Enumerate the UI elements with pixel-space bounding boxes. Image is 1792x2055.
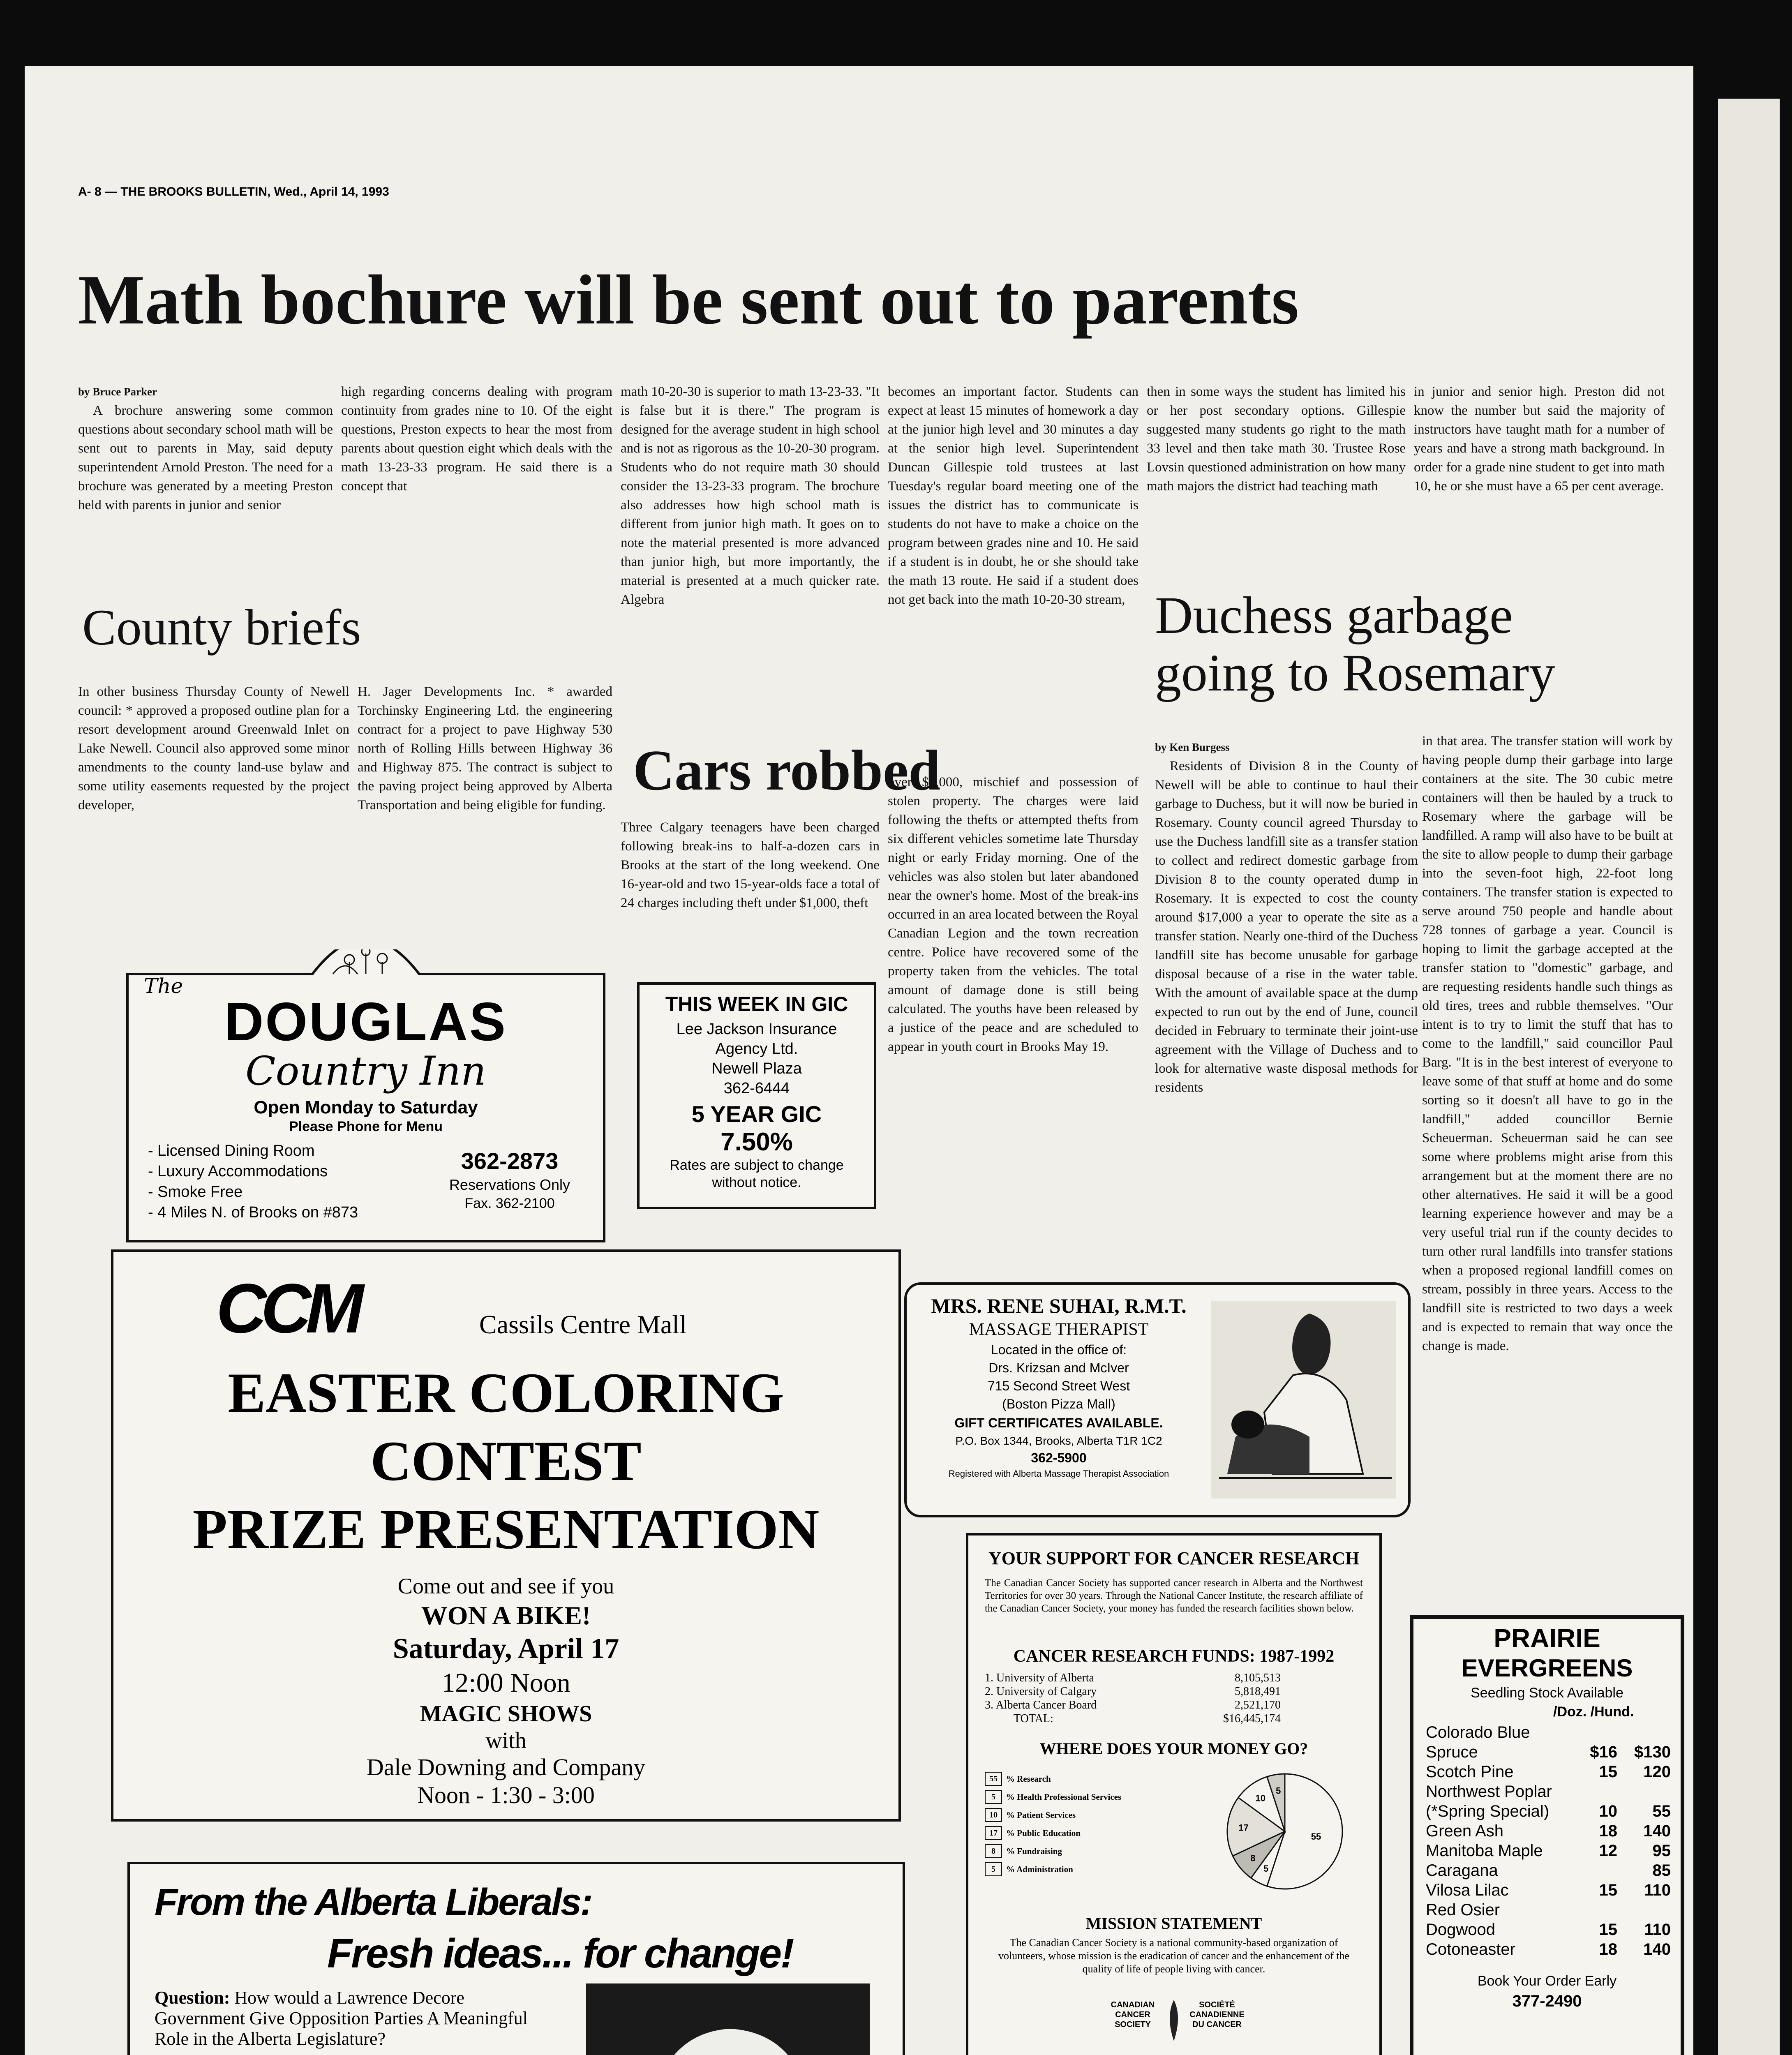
cars-col-1: Three Calgary teenagers have been charged following break-ins to half-a-dozen cars in Brooks at the start of the long weekend. One 16-year-old and two 15-year-olds face a total of 24 charges including theft under $1,000, theft [621,820,880,910]
easter-when: Noon - 1:30 - 3:00 [417,1782,595,1808]
gic-rate: 7.50% [720,1128,793,1156]
prairie-item-name: Green Ash [1426,1822,1504,1840]
prairie-item-hund: $130 [1634,1743,1671,1761]
douglas-contact [432,1147,588,1212]
easter-headline-line: CONTEST [370,1429,642,1492]
liberal-ad [127,1862,905,2055]
easter-win: WON A BIKE! [421,1601,591,1630]
duchess-col-2: in that area. The transfer station will work by having people dump their garbage into large containers at the site. The 30 cubic metre containers will then be hauled by a truck to Rosemary where the garbage will be landfilled. A ramp will also have to be built at the site to allow people to dump their garbage into the seven-foot high, 22-foot long containers. The transfer station is expected to serve around 750 people and handle about 728 tonnes of garbage a year. Council is hoping to limit the garbage accepted at the transfer station to "domestic" garbage, and are requesting residents handle such things as old tires, trees and rubble themselves. "Our intent is to try to limit the stuff that has to come to the landfill," said councillor Paul Barg. "It is in the best interest of everyone to leave some of that stuff at home and do some sorting so it doesn't all have to go in the landfill," added councillor Bernie Scheuerman. Scheuerman said he can see some where problems might arise from this arrangement but at the moment there are no other alternatives. He said it will be a good learning experience however and may be a very useful trial run if the county decides to turn other rural landfills into transfer stations when a proposed regional landfill comes on stream, possibly in three years. Access to the landfill site is restricted to two days a week and is expected to remain that way once the change is made. [1422,734,1673,1353]
douglas-reservations: Reservations Only [449,1176,570,1193]
gic-note-1: Rates are subject to change [670,1157,844,1173]
prairie-item-doz: 18 [1599,1940,1617,1958]
candidate-photo-icon [586,1983,870,2055]
legend-label: % Public Education [1006,1828,1081,1838]
cars-col-2: over $1,000, mischief and possession of stolen property. The charges were laid following the thefts or attempted thefts from six different vehicles sometime late Thursday night or early Friday morning. One of the vehicles was also stolen but later abandoned near the owner's home. Most of the break-ins occurred in an area located between the Royal Canadian Legion and the town recreation centre. Police have recovered some of the property taken from the vehicles. The total amount of damage done is still being calculated. The youths have been released by a justice of the peace and are scheduled to appear in youth court in Brooks May 19. [888,775,1138,1054]
prairie-book: Book Your Order Early [1477,1973,1617,1989]
cancer-title: YOUR SUPPORT FOR CANCER RESEARCH [988,1548,1360,1568]
legend-entry [985,1860,1207,1878]
cancer-funds-list [985,1671,1281,1725]
legend-label: % Fundraising [1006,1846,1062,1856]
prairie-item-name: Colorado Blue [1426,1723,1530,1741]
legend-label: % Health Professional Services [1006,1792,1122,1802]
prairie-item [1426,1900,1671,1920]
daffodil-icon [1162,1996,1186,2045]
prairie-columns: /Doz. /Hund. [1553,1704,1634,1720]
douglas-name: DOUGLAS [224,991,507,1052]
legend-entry [985,1788,1207,1806]
cancer-fund-row [985,1671,1281,1685]
easter-who: Dale Downing and Company [366,1754,646,1780]
easter-come: Come out and see if you [397,1574,614,1598]
adjacent-page-edge [1718,99,1780,2055]
massage-gift: GIFT CERTIFICATES AVAILABLE. [954,1415,1163,1430]
prairie-item-doz [1572,1723,1617,1742]
liberal-question-text: How would a Lawrence Decore Government Give Opposition Parties A Meaningful Role in the Alberta Legislature? [155,1988,528,2049]
douglas-feature: - Luxury Accommodations [148,1163,328,1180]
massage-name: MRS. RENE SUHAI, R.M.T. [931,1294,1187,1317]
massage-phone: 362-5900 [1031,1450,1087,1465]
prairie-item-name: Caragana [1426,1861,1498,1880]
cancer-logo-fr: SOCIÉTÉ CANADIENNE DU CANCER [1189,2000,1245,2029]
prairie-item-name: (*Spring Special) [1426,1802,1550,1820]
gic-ad [637,982,876,1209]
easter-date: Saturday, April 17 [393,1633,619,1665]
cancer-where: WHERE DOES YOUR MONEY GO? [1039,1739,1308,1758]
cancer-fund-label: 3. Alberta Cancer Board [985,1699,1097,1711]
douglas-features [148,1141,358,1223]
easter-headline-line: EASTER COLORING [228,1361,784,1424]
legend-value: 17 [985,1826,1002,1840]
easter-details [113,1572,898,1809]
douglas-phone-menu: Please Phone for Menu [289,1119,443,1134]
county-col-2: H. Jager Developments Inc. * awarded Torchinsky Engineering Ltd. the engineering contract for a project to pave Highway 530 north of Rolling Hills between Highway 36 and Highway 875. The contract is subject to the paving project being approved by Alberta Transportation and being eligible for funding. [358,684,612,813]
duchess-byline: by Ken Burgess [1155,741,1230,753]
prairie-item-doz: 15 [1599,1881,1617,1899]
prairie-item [1426,1782,1671,1801]
legend-entry [985,1824,1207,1842]
prairie-item-name: Northwest Poplar [1426,1783,1552,1801]
gic-term: 5 YEAR GIC [691,1101,822,1127]
easter-ad [111,1249,901,1822]
massage-registered: Registered with Alberta Massage Therapist Association [948,1469,1169,1479]
massage-line: (Boston Pizza Mall) [1002,1397,1115,1411]
cancer-fund-amount: 8,105,513 [1235,1672,1281,1684]
cancer-total-label: TOTAL: [1014,1712,1053,1725]
math-headline: Math bochure will be sent out to parents [78,261,1299,339]
newspaper-page [25,66,1693,2055]
massage-line: 715 Second Street West [987,1378,1130,1393]
prairie-item [1426,1920,1671,1940]
prairie-item-hund: 95 [1652,1842,1671,1860]
prairie-item-hund [1617,1900,1671,1920]
legend-value: 10 [985,1808,1002,1822]
county-col-1: In other business Thursday County of Newell council: * approved a proposed outline plan for a resort development around Greenwald Inlet on Lake Newell. Council also approved some minor amendments to the county land-use bylaw and some utility easements requested by the project developer, [78,684,349,813]
prairie-item-doz: 18 [1599,1822,1617,1840]
prairie-item-doz: 12 [1599,1842,1617,1860]
math-col-6: in junior and senior high. Preston did not know the number but said the majority of instructors have taught math for a number of years and have a strong math background. In order for a grade nine student to get into math 10, he or she must have a 65 per cent average. [1414,384,1665,494]
legend-entry [985,1770,1207,1788]
gic-title: THIS WEEK IN GIC [665,993,848,1016]
gic-line: Newell Plaza [711,1060,802,1077]
massage-line: Drs. Krizsan and McIver [988,1360,1129,1375]
prairie-item-doz [1572,1861,1617,1880]
legend-value: 55 [985,1772,1002,1786]
pie-slice-label: 5 [1276,1785,1281,1796]
duchess-headline-2: going to Rosemary [1155,644,1556,702]
prairie-item-name: Cotoneaster [1426,1940,1515,1958]
legend-value: 5 [985,1862,1002,1876]
douglas-fax: Fax. 362-2100 [464,1196,555,1211]
cancer-funds-title: CANCER RESEARCH FUNDS: 1987-1992 [1013,1647,1335,1666]
prairie-item [1426,1723,1671,1742]
massage-illustration-icon [1211,1301,1396,1499]
massage-address: P.O. Box 1344, Brooks, Alberta T1R 1C2 [955,1434,1162,1447]
massage-ad [904,1282,1411,1517]
liberal-question-label: Question: [155,1988,230,2008]
prairie-item [1426,1821,1671,1841]
duchess-col-1 [1155,738,1418,1097]
douglas-feature: - Smoke Free [148,1183,243,1201]
cancer-legend [985,1770,1207,1878]
douglas-ad [119,949,612,1245]
gic-line: Lee Jackson Insurance [676,1021,837,1038]
prairie-item-name: Manitoba Maple [1426,1842,1543,1860]
douglas-phone: 362-2873 [461,1148,559,1174]
prairie-list [1413,1721,1681,1959]
ccm-logo: CCM [216,1270,358,1348]
prairie-item-hund: 110 [1644,1881,1671,1899]
pie-slice-label: 8 [1250,1853,1256,1863]
easter-time: 12:00 Noon [441,1668,570,1698]
massage-line: Located in the office of: [991,1342,1127,1357]
prairie-item-hund [1617,1723,1671,1742]
easter-mall: Cassils Centre Mall [479,1310,687,1339]
prairie-item-name: Red Osier [1426,1901,1500,1919]
easter-with: with [485,1728,527,1753]
prairie-item-name: Vilosa Lilac [1426,1881,1509,1899]
cars-headline: Cars robbed [633,739,941,802]
folio: A- 8 — THE BROOKS BULLETIN, Wed., April 14, 1993 [78,185,389,199]
prairie-item [1426,1841,1671,1861]
math-col-2: high regarding concerns dealing with program continuity from grades nine to 10. Of the eight questions, Preston expects to hear the most from parents about question eight which deals with the math 13-23-33 program. He said there is a concept that [341,384,612,494]
legend-value: 8 [985,1844,1002,1858]
cancer-fund-label: 1. University of Alberta [985,1672,1094,1684]
cancer-fund-total [985,1712,1281,1725]
easter-magic: MAGIC SHOWS [420,1701,592,1727]
prairie-item [1426,1940,1671,1959]
douglas-feature: - 4 Miles N. of Brooks on #873 [148,1204,358,1221]
legend-value: 5 [985,1790,1002,1804]
liberal-head-1: From the Alberta Liberals: [155,1881,592,1923]
duchess-headline-1: Duchess garbage [1155,586,1513,644]
prairie-item-doz [1572,1782,1617,1801]
pie-slice-label: 17 [1238,1822,1249,1833]
prairie-item-doz: 10 [1599,1802,1617,1820]
cancer-fund-label: 2. University of Calgary [985,1685,1097,1698]
pie-slice-label: 10 [1255,1793,1265,1803]
prairie-item-name: Scotch Pine [1426,1763,1514,1781]
cancer-fund-amount: 5,818,491 [1235,1685,1281,1698]
legend-entry [985,1806,1207,1824]
prairie-item-hund: 55 [1652,1802,1671,1820]
prairie-title-2: EVERGREENS [1461,1654,1633,1682]
prairie-item-doz: 15 [1599,1921,1617,1939]
prairie-phone: 377-2490 [1512,1992,1582,2010]
prairie-item-hund [1617,1782,1671,1801]
gic-line: 362-6444 [723,1080,790,1097]
cancer-intro: The Canadian Cancer Society has supported cancer research in Alberta and the Northwest Territories for over 30 years. Through the National Cancer Institute, the research affiliate of the Canadian Cancer Society, your money has funded the research facilities shown below. [985,1577,1363,1614]
massage-text [915,1293,1203,1481]
prairie-stock: Seedling Stock Available [1471,1685,1623,1701]
legend-label: % Patient Services [1006,1810,1076,1820]
prairie-item [1426,1861,1671,1880]
cancer-fund-row [985,1685,1281,1698]
cancer-pie-chart [1215,1766,1355,1897]
math-col-4: becomes an important factor. Students can expect at least 15 minutes of homework a day at the junior high level and 30 minutes a day at the senior high level. Superintendent Duncan Gillespie told trustees at last Tuesday's regular board meeting one of the issues the district has to communicate is students do not have to make a choice on the program between grades nine and 10. He said if a student is in doubt, he or she should take the math 13 route. He said if a student does not get back into the math 10-20-30 stream, [888,384,1138,607]
gic-lines [640,1019,874,1098]
math-col-5: then in some ways the student has limited his or her post secondary options. Gillespie suggested many students go right to the math 33 level and then take math 30. Trustee Rose Lovsin questioned administration on how many math majors the district had teaching math [1147,384,1406,494]
douglas-the: The [144,974,183,998]
prairie-ad [1410,1615,1684,2055]
prairie-item-hund: 85 [1652,1861,1671,1880]
county-headline: County briefs [82,599,361,656]
prairie-item-name: Dogwood [1426,1921,1496,1939]
prairie-item-hund: 140 [1643,1940,1671,1958]
pie-slice-label: 5 [1263,1863,1269,1874]
prairie-item-hund: 140 [1643,1822,1671,1840]
prairie-item [1426,1880,1671,1900]
douglas-sub: Country Inn [245,1048,486,1094]
legend-label: % Administration [1006,1864,1073,1874]
cancer-ad [966,1533,1382,2055]
prairie-item-hund: 120 [1643,1763,1671,1781]
gic-note-2: without notice. [712,1175,801,1190]
cancer-mission-title: MISSION STATEMENT [1085,1914,1262,1933]
liberal-question [155,1988,533,2049]
math-col-1-text: A brochure answering some common questions about secondary school math will be sent out to parents in May, said deputy superintendent Arnold Preston. The need for a brochure was generated by a meeting Preston held with parents in junior and senior [78,403,333,513]
pie-slice-label: 55 [1311,1831,1321,1842]
prairie-item-hund: 110 [1644,1921,1671,1939]
prairie-title-1: PRAIRIE [1494,1623,1600,1653]
math-col-1 [78,382,333,515]
cancer-mission: The Canadian Cancer Society is a national community-based organization of volunteers, whose mission is the eradication of cancer and the enhancement of the quality of life of people living with cancer. [998,1937,1350,1975]
prairie-item-doz [1572,1900,1617,1920]
prairie-item [1426,1801,1671,1821]
duchess-col-1-text: Residents of Division 8 in the County of Newell will be able to continue to haul their garbage to Duchess, but it will now be buried in Rosemary. County council agreed Thursday to use the Duchess landfill site as a transfer station to collect and redirect domestic garbage from Division 8 to the county operated dump in Rosemary. It is expected to cost the county around $17,000 a year to operate the site as a transfer station. Nearly one-third of the Duchess landfill site has become unusable for garbage disposal because of a rise in the water table. With the amount of available space at the dump expected to run out by the end of June, council decided in February to terminate their joint-use agreement with the Village of Duchess and to look for alternative waste disposal methods for residents [1155,759,1418,1095]
easter-headline-line: PRIZE PRESENTATION [192,1498,820,1561]
liberal-head-2: Fresh ideas... for change! [327,1930,793,1976]
cancer-logo-en: CANADIAN CANCER SOCIETY [1111,2000,1155,2029]
douglas-feature: - Licensed Dining Room [148,1142,315,1159]
cancer-fund-amount: 2,521,170 [1235,1699,1281,1711]
legend-entry [985,1842,1207,1860]
cancer-logo [1104,1992,1244,2053]
prairie-item-name: Spruce [1426,1743,1478,1761]
prairie-item-doz: $16 [1590,1743,1617,1761]
prairie-item-doz: 15 [1599,1763,1617,1781]
easter-headline [113,1359,898,1563]
cancer-total: $16,445,174 [1223,1712,1281,1725]
math-col-3: math 10-20-30 is superior to math 13-23-33. "It is false but it is there." The program is designed for the average student in high school and is not as rigorous as the 10-20-30 program. Students who do not require math 30 should consider the 13-23-33 program. The brochure also addresses how high school math is different from junior high math. It goes on to note the material presented is more advanced than junior high, but more importantly, the material is presented at a much quicker rate. Algebra [621,384,880,607]
massage-title: MASSAGE THERAPIST [969,1320,1149,1339]
prairie-item [1426,1762,1671,1782]
gic-line: Agency Ltd. [715,1040,798,1058]
cancer-fund-row [985,1698,1281,1712]
prairie-item [1426,1742,1671,1762]
math-byline: by Bruce Parker [78,386,157,398]
legend-label: % Research [1006,1773,1051,1784]
douglas-hours: Open Monday to Saturday [254,1097,478,1118]
